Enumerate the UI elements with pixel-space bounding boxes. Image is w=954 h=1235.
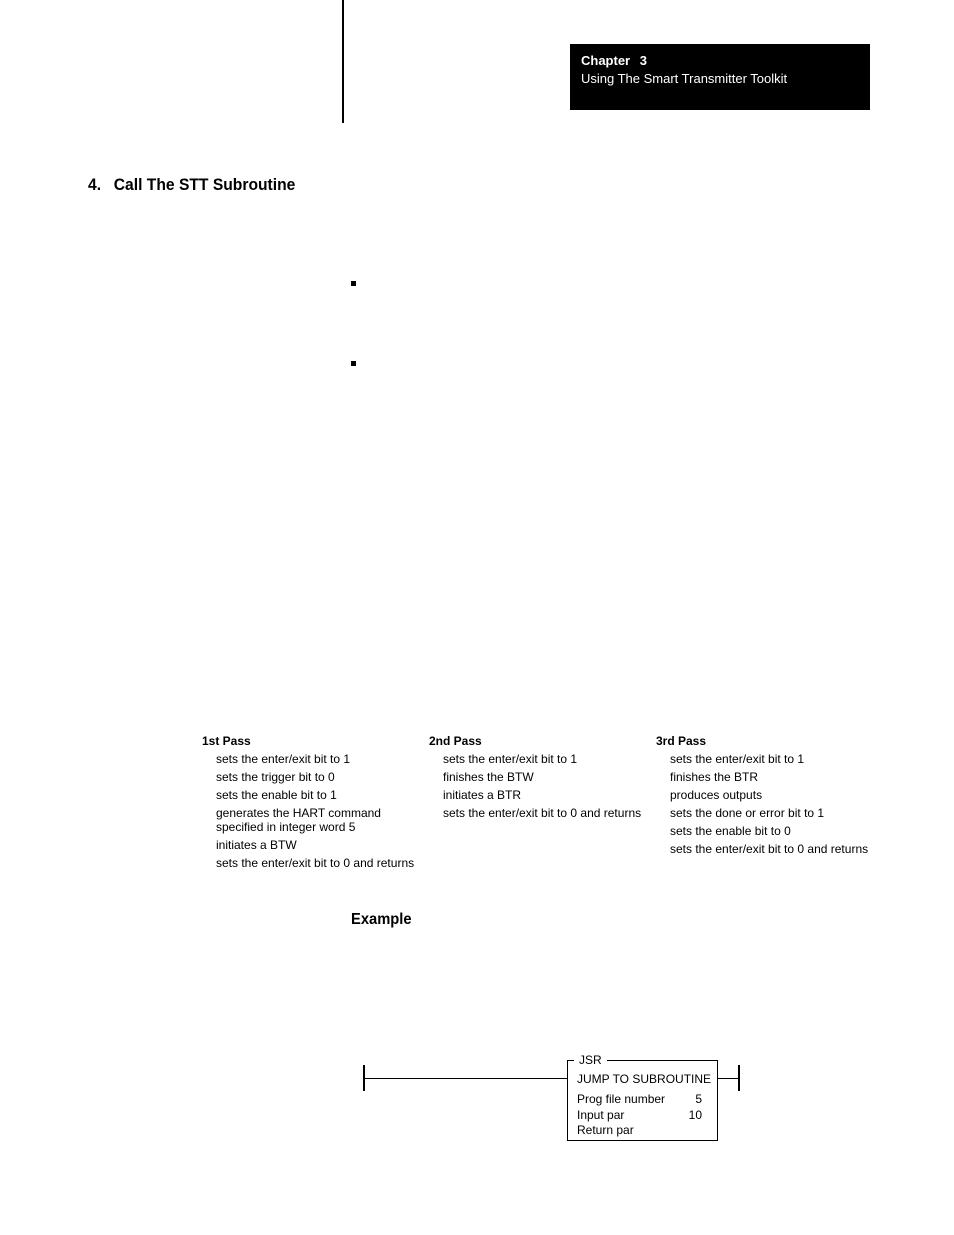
chapter-number: 3 <box>639 53 647 68</box>
jsr-title: JUMP TO SUBROUTINE <box>577 1072 712 1086</box>
chapter-title: Using The Smart Transmitter Toolkit <box>581 71 788 86</box>
pass-step: sets the enter/exit bit to 1 <box>216 752 351 766</box>
example-heading: Example <box>351 911 412 928</box>
pass-step: finishes the BTR <box>670 770 759 784</box>
pass-step: sets the enter/exit bit to 0 and returns <box>216 856 415 870</box>
pass-title: 3rd Pass <box>656 734 707 748</box>
section-heading <box>88 175 295 195</box>
pass-step: produces outputs <box>670 788 763 802</box>
margin-rule <box>342 0 344 123</box>
rung-wire <box>364 1078 568 1079</box>
jsr-param-label: Return par <box>577 1123 634 1137</box>
pass-step: sets the enable bit to 1 <box>216 788 337 802</box>
pass-steps-list <box>202 752 427 870</box>
pass-column-1 <box>202 734 427 874</box>
pass-step: initiates a BTR <box>443 788 522 802</box>
pass-step: sets the done or error bit to 1 <box>670 806 825 820</box>
rung-wire <box>717 1078 739 1079</box>
pass-steps-list <box>429 752 654 820</box>
pass-title: 2nd Pass <box>429 734 482 748</box>
pass-column-3 <box>656 734 881 860</box>
pass-step: initiates a BTW <box>216 838 297 852</box>
pass-title: 1st Pass <box>202 734 251 748</box>
section-number: 4. <box>88 175 102 194</box>
jsr-instruction-block <box>567 1053 718 1141</box>
chapter-label-line <box>581 52 859 70</box>
pass-step: sets the enter/exit bit to 1 <box>443 752 578 766</box>
bullet-marker <box>351 361 356 366</box>
pass-column-2 <box>429 734 654 824</box>
pass-step: sets the enter/exit bit to 1 <box>670 752 805 766</box>
pass-step: finishes the BTW <box>443 770 534 784</box>
pass-step: generates the HART command specified in integer word 5 <box>216 806 381 834</box>
pass-step: sets the trigger bit to 0 <box>216 770 335 784</box>
pass-steps-list <box>656 752 881 856</box>
chapter-label: Chapter <box>581 53 631 68</box>
jsr-param-value: 10 <box>688 1108 702 1122</box>
pass-step: sets the enable bit to 0 <box>670 824 791 838</box>
right-power-rail <box>738 1065 740 1091</box>
section-title: Call The STT Subroutine <box>113 175 296 194</box>
jsr-param-row <box>577 1123 702 1137</box>
jsr-param-value: 5 <box>695 1092 702 1106</box>
jsr-param-row <box>577 1108 702 1122</box>
pass-step: sets the enter/exit bit to 0 and returns <box>443 806 642 820</box>
bullet-marker <box>351 281 356 286</box>
jsr-param-label: Prog file number <box>577 1092 666 1106</box>
chapter-header <box>570 44 870 110</box>
jsr-param-row <box>577 1092 702 1106</box>
pass-step: sets the enter/exit bit to 0 and returns <box>670 842 869 856</box>
jsr-mnemonic: JSR <box>574 1052 607 1068</box>
jsr-param-label: Input par <box>577 1108 625 1122</box>
